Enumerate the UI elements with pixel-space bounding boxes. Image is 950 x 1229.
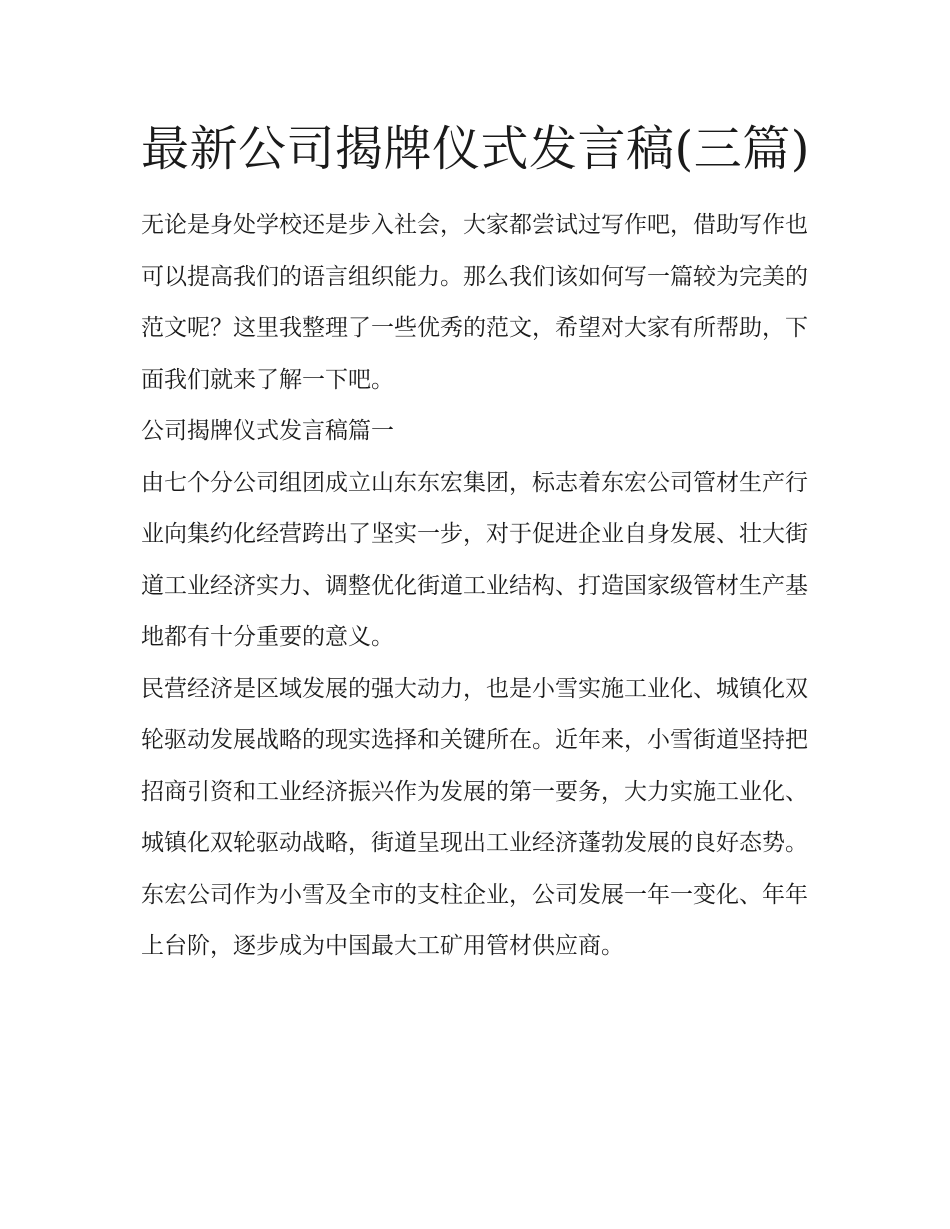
section-heading: 公司揭牌仪式发言稿篇一	[141, 418, 394, 444]
document-title: 最新公司揭牌仪式发言稿(三篇)	[141, 121, 810, 177]
body-paragraph: 由七个分公司组团成立山东东宏集团，标志着东宏公司管材生产行业向集约化经营跨出了坚实一步，对于促进企业自身发展、壮大街道工业经济实力、调整优化街道工业结构、打造国家级管材生产基地都有十分重要的意义。	[141, 469, 808, 650]
document-body	[141, 112, 813, 973]
body-paragraph: 民营经济是区域发展的强大动力，也是小雪实施工业化、城镇化双轮驱动发展战略的现实选择和关键所在。近年来，小雪街道坚持把招商引资和工业经济振兴作为发展的第一要务，大力实施工业化、城镇化双轮驱动战略，街道呈现出工业经济蓬勃发展的良好态势。东宏公司作为小雪及全市的支柱企业，公司发展一年一变化、年年上台阶，逐步成为中国最大工矿用管材供应商。	[141, 675, 808, 959]
intro-paragraph: 无论是身处学校还是步入社会，大家都尝试过写作吧，借助写作也可以提高我们的语言组织能力。那么我们该如何写一篇较为完美的范文呢？这里我整理了一些优秀的范文，希望对大家有所帮助，下面我们就来了解一下吧。	[141, 212, 808, 393]
